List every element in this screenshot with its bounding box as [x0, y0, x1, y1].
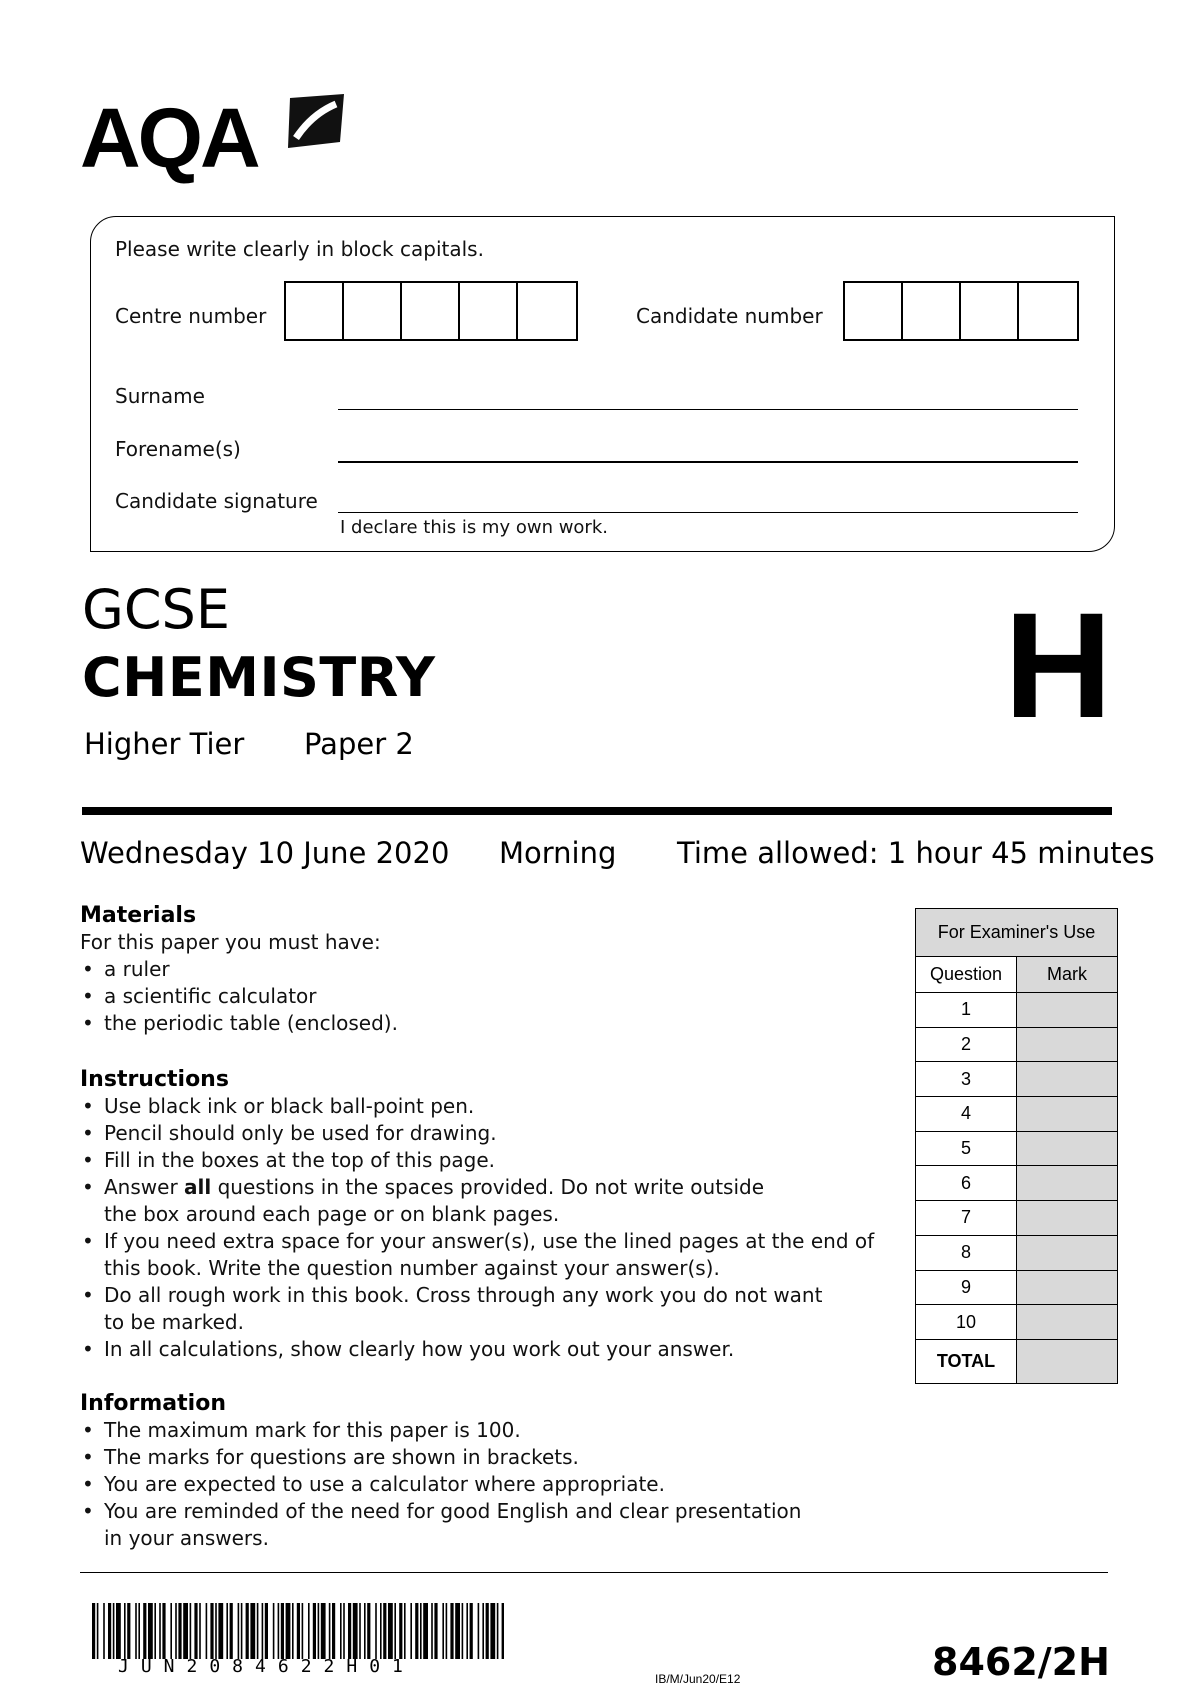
barcode-bar	[108, 1603, 111, 1659]
mark-cell	[1017, 1235, 1118, 1270]
mark-cell	[1017, 1166, 1118, 1201]
materials-heading: Materials	[80, 903, 197, 928]
header-divider	[82, 807, 1112, 815]
barcode-bar	[194, 1603, 197, 1659]
barcode-bar	[286, 1603, 291, 1659]
instruction-text: Answer	[104, 1175, 178, 1199]
barcode-bar	[206, 1603, 208, 1659]
forenames-label: Forename(s)	[115, 437, 241, 461]
barcode-bar	[380, 1603, 382, 1659]
question-number: 7	[916, 1201, 1017, 1236]
information-item: • The marks for questions are shown in brackets.	[80, 1444, 801, 1471]
barcode-bar	[178, 1603, 181, 1659]
total-mark-cell	[1017, 1339, 1118, 1383]
barcode-bar	[148, 1603, 153, 1659]
instruction-text: If you need extra space for your answer(s), use the lined pages at the end of	[104, 1229, 875, 1253]
barcode-bar	[383, 1603, 386, 1659]
barcode-bar	[199, 1603, 201, 1659]
candidate-number-boxes[interactable]	[843, 281, 1079, 341]
barcode-bar	[116, 1603, 121, 1659]
instructions-section	[80, 1066, 874, 1363]
mark-cell	[1017, 1270, 1118, 1305]
instruction-item: • In all calculations, show clearly how you work out your answer.	[80, 1336, 874, 1363]
barcode-bar	[329, 1603, 331, 1659]
information-heading: Information	[80, 1391, 226, 1416]
barcode-bar	[175, 1603, 177, 1659]
barcode-bar	[183, 1603, 188, 1659]
centre-number-label: Centre number	[115, 304, 267, 328]
barcode-bar	[143, 1603, 146, 1659]
barcode-bar	[250, 1603, 255, 1659]
candidate-number-digit[interactable]	[961, 283, 1019, 339]
instruction-item	[80, 1228, 874, 1282]
barcode-bar	[321, 1603, 326, 1659]
barcode-bar	[455, 1603, 460, 1659]
instruction-item: • Pencil should only be used for drawing.	[80, 1120, 874, 1147]
question-number: 4	[916, 1097, 1017, 1132]
barcode-bar	[399, 1603, 402, 1659]
instructions-heading: Instructions	[80, 1067, 229, 1092]
barcode-text: JUN2084622H01	[118, 1656, 415, 1677]
barcode-bar	[502, 1603, 504, 1659]
instruction-item: • Fill in the boxes at the top of this page.	[80, 1147, 874, 1174]
instruction-item	[80, 1174, 874, 1228]
surname-line[interactable]	[338, 409, 1078, 410]
total-label: TOTAL	[916, 1339, 1017, 1383]
instruction-continuation: the box around each page or on blank pages.	[104, 1202, 560, 1226]
candidate-number-digit[interactable]	[1019, 283, 1077, 339]
footer-divider	[80, 1572, 1108, 1573]
aqa-logo	[80, 88, 350, 188]
barcode-bar	[302, 1603, 304, 1659]
logo-text: AQA	[80, 91, 258, 185]
mark-cell	[1017, 1201, 1118, 1236]
barcode-bar	[265, 1603, 268, 1659]
barcode-bar	[190, 1603, 192, 1659]
barcode-bar	[154, 1603, 156, 1659]
barcode-bar	[273, 1603, 275, 1659]
barcode-bar	[470, 1603, 473, 1659]
mark-cell	[1017, 993, 1118, 1028]
paper-code: 8462/2H	[932, 1640, 1110, 1684]
barcode-bar	[486, 1603, 489, 1659]
barcode-bar	[162, 1603, 165, 1659]
question-number: 6	[916, 1166, 1017, 1201]
signature-line[interactable]	[338, 512, 1078, 513]
barcode-bar	[127, 1603, 130, 1659]
tier-label: Higher Tier	[84, 727, 245, 761]
information-continuation: in your answers.	[104, 1526, 269, 1550]
barcode-bar	[138, 1603, 140, 1659]
barcode-bar	[332, 1603, 335, 1659]
mark-cell	[1017, 1062, 1118, 1097]
barcode-bar	[308, 1603, 310, 1659]
barcode-bar	[462, 1603, 464, 1659]
candidate-number-label: Candidate number	[636, 304, 823, 328]
information-item: • The maximum mark for this paper is 100.	[80, 1417, 801, 1444]
barcode-bar	[410, 1603, 412, 1659]
information-item: • You are expected to use a calculator where appropriate.	[80, 1471, 801, 1498]
tier-letter: H	[1004, 581, 1113, 749]
barcode-bar	[364, 1603, 366, 1659]
paper-label: Paper 2	[304, 727, 414, 761]
barcode-bar	[313, 1603, 316, 1659]
barcode-bar	[340, 1603, 342, 1659]
question-number: 5	[916, 1131, 1017, 1166]
barcode-bar	[218, 1603, 223, 1659]
declaration-text: I declare this is my own work.	[340, 517, 608, 538]
mark-cell	[1017, 1027, 1118, 1062]
barcode-bar	[238, 1603, 240, 1659]
barcode-bar	[394, 1603, 396, 1659]
signature-label: Candidate signature	[115, 489, 318, 513]
candidate-details-box	[90, 216, 1115, 552]
centre-number-digit[interactable]	[402, 283, 460, 339]
exam-session: Morning	[499, 836, 617, 870]
surname-label: Surname	[115, 384, 205, 408]
question-number: 8	[916, 1235, 1017, 1270]
barcode-bar	[92, 1603, 95, 1659]
barcode-bar	[442, 1603, 444, 1659]
time-allowed: Time allowed: 1 hour 45 minutes	[677, 836, 1155, 870]
centre-number-digit[interactable]	[518, 283, 576, 339]
barcode-bar	[466, 1603, 468, 1659]
barcode-bar	[103, 1603, 105, 1659]
information-section	[80, 1390, 801, 1552]
barcode-bar	[415, 1603, 418, 1659]
question-number: 9	[916, 1270, 1017, 1305]
qualification-title: GCSE	[82, 578, 230, 641]
information-text: You are reminded of the need for good English and clear presentation	[104, 1499, 802, 1523]
barcode-bar	[478, 1603, 480, 1659]
barcode-bar	[348, 1603, 351, 1659]
question-number: 1	[916, 993, 1017, 1028]
barcode-bar	[97, 1603, 99, 1659]
candidate-number-digit[interactable]	[903, 283, 961, 339]
materials-section	[80, 902, 398, 1037]
instruction-continuation: to be marked.	[104, 1310, 244, 1334]
mark-cell	[1017, 1097, 1118, 1132]
exam-date: Wednesday 10 June 2020	[80, 836, 450, 870]
barcode-bar	[367, 1603, 370, 1659]
centre-number-digit[interactable]	[460, 283, 518, 339]
instruction-text: Do all rough work in this book. Cross through any work you do not want	[104, 1283, 823, 1307]
question-number: 10	[916, 1305, 1017, 1340]
materials-intro: For this paper you must have:	[80, 930, 381, 954]
examiner-table-title: For Examiner's Use	[916, 909, 1118, 957]
barcode-bar	[423, 1603, 428, 1659]
barcode-bar	[257, 1603, 259, 1659]
barcode-bar	[431, 1603, 433, 1659]
examiner-use-table	[915, 908, 1118, 1384]
barcode-bar	[297, 1603, 300, 1659]
instruction-emphasis: all	[184, 1175, 212, 1199]
barcode-bar	[230, 1603, 233, 1659]
question-number: 2	[916, 1027, 1017, 1062]
barcode-bar	[281, 1603, 284, 1659]
paper-reference: IB/M/Jun20/E12	[655, 1672, 741, 1686]
barcode-bar	[375, 1603, 377, 1659]
mark-cell	[1017, 1131, 1118, 1166]
instruction-continuation: this book. Write the question number against your answer(s).	[104, 1256, 720, 1280]
barcode-bar	[388, 1603, 393, 1659]
barcode-bar	[420, 1603, 422, 1659]
centre-number-digit[interactable]	[344, 283, 402, 339]
block-capitals-instruction: Please write clearly in block capitals.	[115, 237, 484, 261]
barcode-bar	[482, 1603, 484, 1659]
question-column-header: Question	[916, 957, 1017, 993]
centre-number-boxes[interactable]	[284, 281, 578, 341]
instruction-item: • Use black ink or black ball-point pen.	[80, 1093, 874, 1120]
barcode-bar	[497, 1603, 499, 1659]
barcode	[92, 1603, 504, 1659]
logo-leaf-icon	[282, 92, 350, 158]
candidate-number-digit[interactable]	[845, 283, 903, 339]
information-item	[80, 1498, 801, 1552]
mark-column-header: Mark	[1017, 957, 1118, 993]
barcode-bar	[210, 1603, 213, 1659]
barcode-bar	[113, 1603, 115, 1659]
barcode-bar	[318, 1603, 320, 1659]
materials-item: • a scientific calculator	[80, 983, 398, 1010]
materials-item: • the periodic table (enclosed).	[80, 1010, 398, 1037]
barcode-bar	[343, 1603, 345, 1659]
barcode-bar	[404, 1603, 406, 1659]
barcode-bar	[170, 1603, 172, 1659]
instruction-text: questions in the spaces provided. Do not write outside	[217, 1175, 765, 1199]
instruction-item	[80, 1282, 874, 1336]
barcode-bar	[159, 1603, 161, 1659]
barcode-bar	[446, 1603, 448, 1659]
barcode-bar	[353, 1603, 358, 1659]
barcode-bar	[241, 1603, 243, 1659]
subject-title: CHEMISTRY	[82, 646, 436, 709]
barcode-bar	[292, 1603, 294, 1659]
barcode-bar	[434, 1603, 437, 1659]
barcode-bar	[359, 1603, 361, 1659]
barcode-bar	[135, 1603, 137, 1659]
forenames-line[interactable]	[338, 461, 1078, 463]
barcode-bar	[226, 1603, 228, 1659]
barcode-bar	[124, 1603, 126, 1659]
barcode-bar	[490, 1603, 495, 1659]
materials-item: • a ruler	[80, 956, 398, 983]
question-number: 3	[916, 1062, 1017, 1097]
barcode-bar	[215, 1603, 217, 1659]
barcode-bar	[246, 1603, 249, 1659]
barcode-bar	[278, 1603, 280, 1659]
centre-number-digit[interactable]	[286, 283, 344, 339]
barcode-bar	[262, 1603, 264, 1659]
barcode-bar	[450, 1603, 453, 1659]
mark-cell	[1017, 1305, 1118, 1340]
